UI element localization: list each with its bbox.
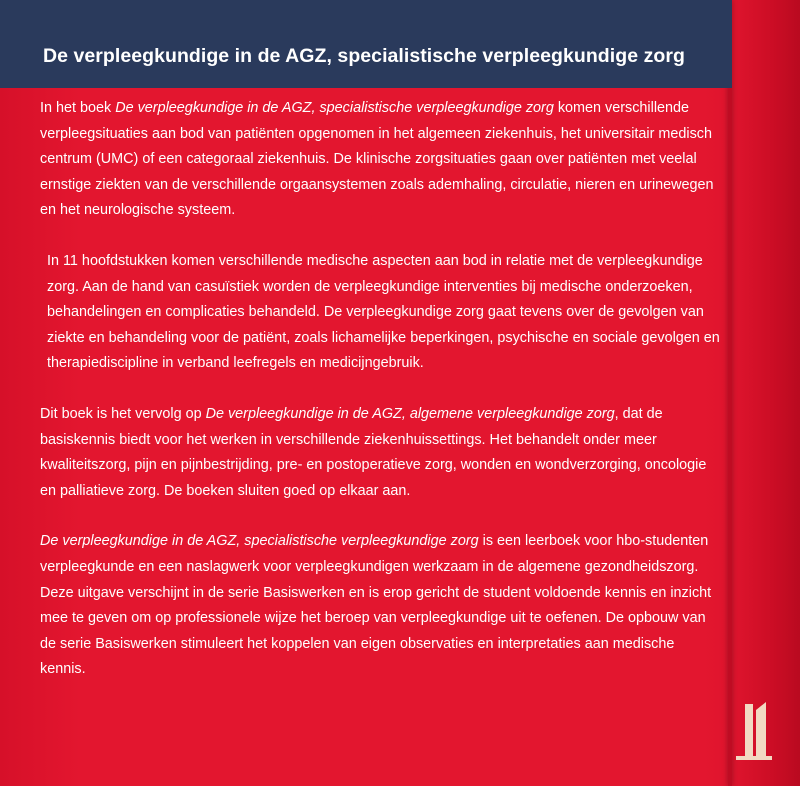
paragraph-chapters: In 11 hoofdstukken komen verschillende medische aspecten aan bod in relatie met de verpleegkundige zorg. Aan de hand van casuïstiek worden de verpleegkundige interventies bij medische onderzoeken, behandelingen en complicaties behandeld. De verpleegkundige zorg gaat tevens over de gevolgen van ziekte en behandeling voor de patiënt, zoals lichamelijke beperkingen, psychische en sociale gevolgen en therapiediscipline in verband leefregels en medicijngebruik. bbox=[47, 252, 720, 372]
paragraph-intro bbox=[40, 96, 720, 224]
paragraph-sequel bbox=[40, 402, 720, 504]
paragraph-intro-rest: komen verschillende verpleegsituaties aan bod van patiënten opgenomen in het algemeen ziekenhuis, het universitair medisch centrum (UMC) of een categoraal ziekenhuis. De klinische zorgsituaties gaan over patiënten met veelal ernstige ziekten van de verschillende orgaansystemen zoals ademhaling, circulatie, nieren en urinewegen en het neurologische systeem. bbox=[40, 100, 714, 219]
publisher-logo-icon bbox=[736, 700, 772, 760]
paragraph-sequel-lead: Dit boek is het vervolg op bbox=[40, 405, 206, 422]
title-bar bbox=[0, 0, 732, 88]
paragraph-sequel-rest: , dat de basiskennis biedt voor het werken in verschillende ziekenhuissettings. Het behandelt onder meer kwaliteitszorg, pijn en pijnbestrijding, pre- en postoperatieve zorg, wonden en wondverzorging, oncologie en palliatieve zorg. De boeken sluiten goed op elkaar aan. bbox=[40, 405, 707, 499]
paragraph-audience-rest: is een leerboek voor hbo-studenten verpleegkunde en een naslagwerk voor verpleegkundigen werkzaam in de algemene gezondheidszorg. Deze uitgave verschijnt in de serie Basiswerken en is erop gericht de student voldoende kennis en inzicht mee te geven om op professionele wijze het beroep van verpleegkundige uit te oefenen. De opbouw van de serie Basiswerken stimuleert het koppelen van eigen observaties en interpretaties aan medische kennis. bbox=[40, 533, 712, 678]
book-spine-edge bbox=[730, 0, 800, 786]
publisher-logo-graphic bbox=[736, 700, 772, 760]
paragraph-audience-book-title: De verpleegkundige in de AGZ, specialistische verpleegkundige zorg bbox=[40, 533, 479, 550]
spine-divider bbox=[728, 0, 732, 786]
blurb-text bbox=[40, 96, 720, 683]
paragraph-audience bbox=[40, 529, 720, 683]
paragraph-intro-book-title: De verpleegkundige in de AGZ, specialistische verpleegkundige zorg bbox=[115, 100, 554, 116]
paragraph-sequel-book-title: De verpleegkundige in de AGZ, algemene verpleegkundige zorg bbox=[205, 405, 615, 422]
book-title: De verpleegkundige in de AGZ, specialistische verpleegkundige zorg bbox=[43, 45, 685, 67]
paragraph-intro-lead: In het boek bbox=[40, 100, 116, 116]
